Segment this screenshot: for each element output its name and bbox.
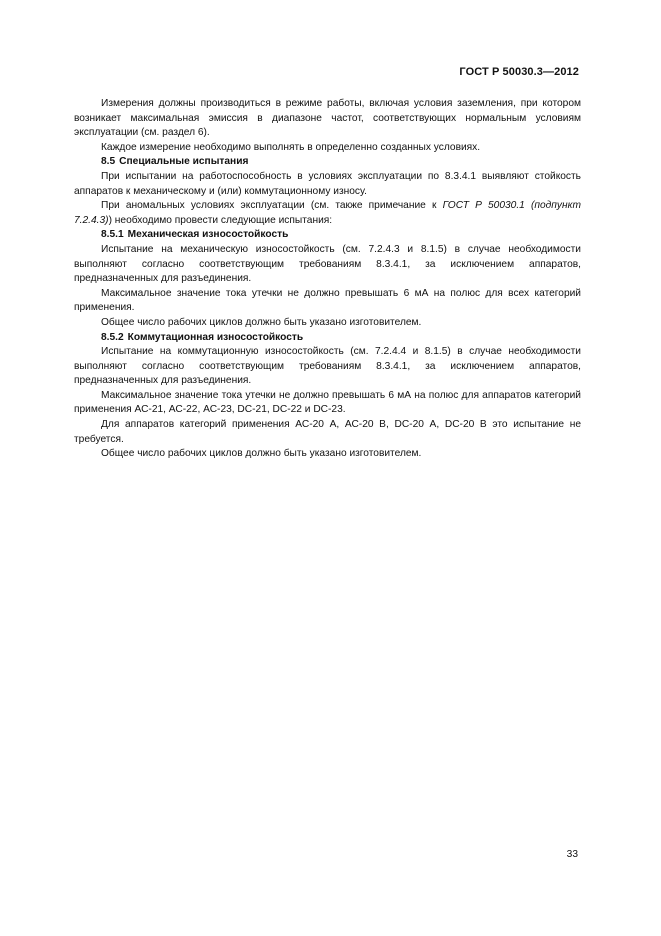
paragraph-switching-test: Испытание на коммутационную износостойкость (см. 7.2.4.4 и 8.1.5) в случае необходимости выполняют согласно соответствующим требованиям 8.3.4.1, за исключением аппаратов, предназначенных для разъединения. <box>74 346 581 387</box>
section-title: Механическая износостойкость <box>127 229 289 241</box>
paragraph-leakage-current-mechanical: Максимальное значение тока утечки не должно превышать 6 мА на полюс для всех категорий применения. <box>74 287 581 314</box>
section-number: 8.5.1 <box>101 229 124 241</box>
section-heading-8-5 <box>74 155 581 170</box>
paragraph-cycles-switching: Общее число рабочих циклов должно быть указано изготовителем. <box>101 448 422 460</box>
paragraph-measurement-conditions: Каждое измерение необходимо выполнять в определенно созданных условиях. <box>101 141 481 153</box>
paragraph-abnormal-conditions <box>74 199 581 228</box>
section-title: Специальные испытания <box>119 156 249 168</box>
paragraph-leakage-current-switching: Максимальное значение тока утечки не должно превышать 6 мА на полюс для аппаратов категорий применения АС-21, АС-22, АС-23, DC-21, DC-22 и DC-23. <box>74 389 581 416</box>
document-id-header: ГОСТ Р 50030.3—2012 <box>459 66 579 78</box>
section-heading-8-5-2 <box>74 331 581 346</box>
section-title: Коммутационная износостойкость <box>127 331 304 343</box>
section-number: 8.5.2 <box>101 331 124 343</box>
document-body <box>74 97 581 462</box>
section-heading-8-5-1 <box>74 228 581 243</box>
paragraph-test-not-required: Для аппаратов категорий применения АС-20 А, АС-20 В, DC-20 А, DC-20 В это испытание не требуется. <box>74 419 581 445</box>
text-run: При аномальных условиях эксплуатации (см. также примечание к <box>101 200 443 212</box>
text-run: ) необходимо провести следующие испытания: <box>108 214 333 226</box>
paragraph-cycles-mechanical: Общее число рабочих циклов должно быть указано изготовителем. <box>101 316 422 328</box>
section-number: 8.5 <box>101 156 116 168</box>
standard-reference: ГОСТ Р 50030.1 (подпункт 7.2.4.3) <box>74 200 582 226</box>
paragraph-mechanical-test: Испытание на механическую износостойкость (см. 7.2.4.3 и 8.1.5) в случае необходимости выполняют согласно соответствующим требованиям 8.3.4.1, за исключением аппаратов, предназначенных для разъединения. <box>74 243 581 285</box>
page-number: 33 <box>566 849 578 860</box>
paragraph-operational-test: При испытании на работоспособность в условиях эксплуатации по 8.3.4.1 выявляют стойкость аппаратов к механическому и (или) коммутационному износу. <box>74 170 581 197</box>
paragraph-emission-measurement: Измерения должны производиться в режиме работы, включая условия заземления, при котором возникает максимальная эмиссия в диапазоне частот, соответствующих нормальным условиям эксплуатации (см. раздел 6). <box>74 98 581 139</box>
